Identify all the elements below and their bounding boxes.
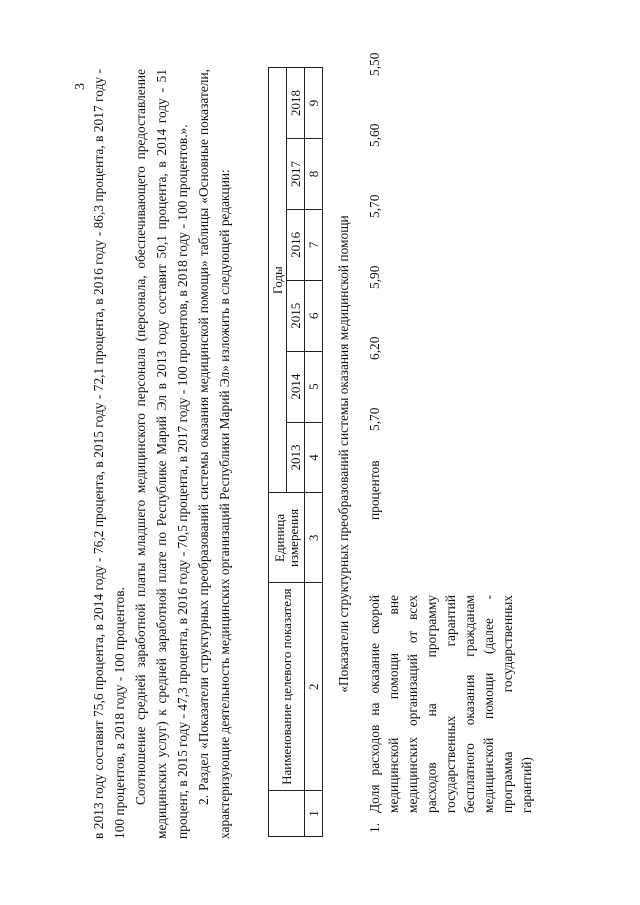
row-value-2016: 5,70 (367, 194, 382, 218)
header-year-2016: 2016 (287, 209, 305, 280)
indicator-table-header (268, 67, 323, 837)
column-number-7: 7 (305, 209, 323, 280)
header-year-2018: 2018 (287, 68, 305, 139)
header-number-cell (269, 791, 305, 837)
section-title: «Показатели структурных преобразований системы оказания медицинской помощи (336, 215, 351, 693)
column-number-8: 8 (305, 139, 323, 210)
header-year-2017: 2017 (287, 139, 305, 210)
row-indicator-text: Доля расходов на оказание скорой медицинской помощи вне медицинских организаций от всех расходов на программу государственных гарантий бесплатного оказания гражданам медицинской помощи (далее - программа государственных гарантий) (367, 595, 534, 813)
row-value-2014: 6,20 (367, 336, 382, 360)
paragraph-block-1 (88, 69, 235, 839)
column-number-2: 2 (305, 583, 323, 791)
row-value-2015: 5,90 (367, 265, 382, 289)
column-number-3: 3 (305, 493, 323, 583)
row-value-2018: 5,50 (367, 52, 382, 76)
header-unit (269, 493, 305, 583)
column-number-4: 4 (305, 422, 323, 493)
row-value-2013: 5,70 (367, 407, 382, 431)
row-unit: процентов (367, 460, 382, 520)
row-number: 1. (367, 822, 382, 833)
header-year-2015: 2015 (287, 280, 305, 351)
header-years: Годы (269, 68, 287, 493)
header-unit-line1: Единица (271, 513, 287, 562)
header-year-2014: 2014 (287, 351, 305, 422)
paragraph-section-change: 2. Раздел «Показатели структурных преобразований системы оказания медицинской помощи» таблицы «Основные показатели, характеризующие деятельность медицинских организаций Республики Марий Эл» изложить в следующей редакции: (196, 69, 232, 839)
row-value-2017: 5,60 (367, 123, 382, 147)
paragraph-continuation: в 2013 году составит 75,6 процента, в 2014 году - 76,2 процента, в 2015 году - 72,1 процента, в 2016 году - 86,3 процента, в 2017 году - 100 процентов, в 2018 году - 100 процентов. (91, 69, 127, 839)
header-unit-line2: измерения (285, 508, 301, 567)
column-number-6: 6 (305, 280, 323, 351)
column-number-1: 1 (305, 791, 323, 837)
page-number: 3 (73, 83, 88, 90)
column-number-9: 9 (305, 68, 323, 139)
header-indicator-name: Наименование целевого показателя (269, 583, 305, 791)
column-number-5: 5 (305, 351, 323, 422)
paragraph-salary-ratio: Соотношение средней заработной платы младшего медицинского персонала (персонала, обеспечивающего предоставление медицинских услуг) к средней заработной плате по Республике Марий Эл в 2013 году составит 50,1 процента, в 2014 году - 51 процент, в 2015 году - 47,3 процента, в 2016 году - 70,5 процента, в 2017 году - 100 процентов, в 2018 году - 100 процентов.». (133, 69, 190, 839)
header-year-2013: 2013 (287, 422, 305, 493)
